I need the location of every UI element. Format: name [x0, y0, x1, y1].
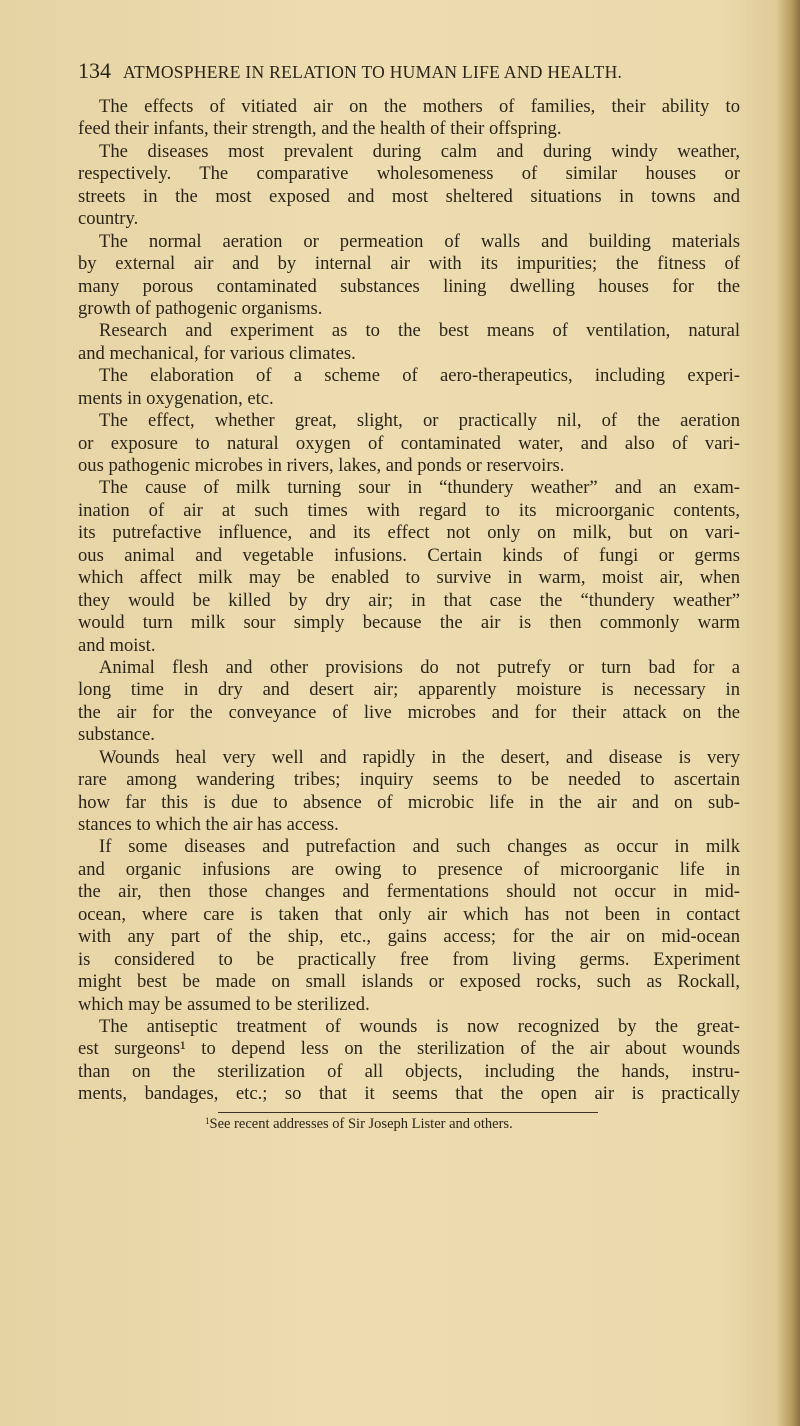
- text-line: ocean, where care is taken that only air which has not been in contact: [78, 903, 740, 925]
- text-line: ination of air at such times with regard to its microorganic contents,: [78, 499, 740, 521]
- text-line: which may be assumed to be sterilized.: [78, 993, 370, 1015]
- text-line: The effects of vitiated air on the mothers of families, their ability to: [99, 96, 740, 117]
- text-line: streets in the most exposed and most sheltered situations in towns and: [78, 185, 740, 207]
- text-line: the air for the conveyance of live microbes and for their attack on the: [78, 701, 740, 723]
- body-text: [78, 96, 740, 1106]
- footnote-rule: [218, 1112, 598, 1113]
- text-line: ments, bandages, etc.; so that it seems that the open air is practically: [78, 1083, 740, 1105]
- paragraph: [78, 836, 740, 1016]
- text-line: The diseases most prevalent during calm and during windy weather,: [99, 140, 740, 162]
- text-line: The normal aeration or permeation of walls and building materials: [99, 230, 740, 252]
- text-line: rare among wandering tribes; inquiry seems to be needed to ascertain: [78, 769, 740, 791]
- paragraph: [78, 141, 740, 231]
- text-line: The cause of milk turning sour in “thundery weather” and an exam-: [99, 477, 740, 499]
- running-title: ATMOSPHERE IN RELATION TO HUMAN LIFE AND HEALTH.: [123, 62, 623, 82]
- text-line: might best be made on small islands or exposed rocks, such as Rockall,: [78, 971, 740, 993]
- text-line: they would be killed by dry air; in that case the “thundery weather”: [78, 589, 740, 611]
- text-line: If some diseases and putrefaction and such changes as occur in milk: [99, 836, 740, 858]
- text-line: its putrefactive influence, and its effect not only on milk, but on vari-: [78, 522, 740, 544]
- text-line: is considered to be practically free from living germs. Experiment: [78, 948, 740, 970]
- paragraph: [78, 657, 740, 747]
- text-line: substance.: [78, 724, 155, 746]
- text-line: The elaboration of a scheme of aero-therapeutics, including experi-: [99, 365, 740, 387]
- paragraph: [78, 96, 740, 141]
- text-line: country.: [78, 208, 139, 230]
- paragraph: [78, 231, 740, 321]
- text-line: ments in oxygenation, etc.: [78, 387, 274, 409]
- text-line: The effect, whether great, slight, or practically nil, of the aeration: [99, 410, 740, 432]
- text-line: many porous contaminated substances lining dwelling houses for the: [78, 275, 740, 297]
- text-line: which affect milk may be enabled to survive in warm, moist air, when: [78, 567, 740, 589]
- page-number: 134: [78, 58, 111, 83]
- footnote-text: See recent addresses of Sir Joseph Lister and others.: [209, 1116, 513, 1132]
- text-line: The antiseptic treatment of wounds is now recognized by the great-: [99, 1015, 740, 1037]
- paragraph: [78, 1016, 740, 1106]
- text-line: by external air and by internal air with its impurities; the fitness of: [78, 253, 740, 275]
- paragraph: [78, 320, 740, 365]
- text-line: ous pathogenic microbes in rivers, lakes, and ponds or reservoirs.: [78, 455, 565, 476]
- text-line: the air, then those changes and fermentations should not occur in mid-: [78, 881, 740, 903]
- text-line: and mechanical, for various climates.: [78, 342, 356, 364]
- text-line: and organic infusions are owing to presence of microorganic life in: [78, 858, 740, 880]
- text-line: and moist.: [78, 634, 156, 656]
- text-line: Animal flesh and other provisions do not putrefy or turn bad for a: [99, 656, 740, 678]
- text-line: how far this is due to absence of microbic life in the air and on sub-: [78, 791, 740, 813]
- text-line: than on the sterilization of all objects, including the hands, instru-: [78, 1060, 740, 1082]
- text-line: or exposure to natural oxygen of contaminated water, and also of vari-: [78, 432, 740, 454]
- footnote: [205, 1116, 513, 1133]
- paragraph: [78, 477, 740, 657]
- text-line: long time in dry and desert air; apparently moisture is necessary in: [78, 679, 740, 701]
- text-line: respectively. The comparative wholesomeness of similar houses or: [78, 163, 740, 185]
- text-line: Wounds heal very well and rapidly in the desert, and disease is very: [99, 746, 740, 768]
- footnote-marker: 1: [205, 1116, 210, 1126]
- text-line: feed their infants, their strength, and the health of their offspring.: [78, 118, 562, 140]
- text-line: would turn milk sour simply because the air is then commonly warm: [78, 612, 740, 634]
- running-header: [78, 58, 740, 86]
- text-line: est surgeons¹ to depend less on the sterilization of the air about wounds: [78, 1038, 740, 1060]
- paragraph: [78, 365, 740, 410]
- text-line: with any part of the ship, etc., gains access; for the air on mid-ocean: [78, 926, 740, 948]
- paragraph: [78, 410, 740, 477]
- text-line: stances to which the air has access.: [78, 814, 339, 835]
- text-line: ous animal and vegetable infusions. Certain kinds of fungi or germs: [78, 544, 740, 566]
- text-line: Research and experiment as to the best means of ventilation, natural: [99, 320, 740, 342]
- text-line: growth of pathogenic organisms.: [78, 297, 323, 319]
- paragraph: [78, 747, 740, 837]
